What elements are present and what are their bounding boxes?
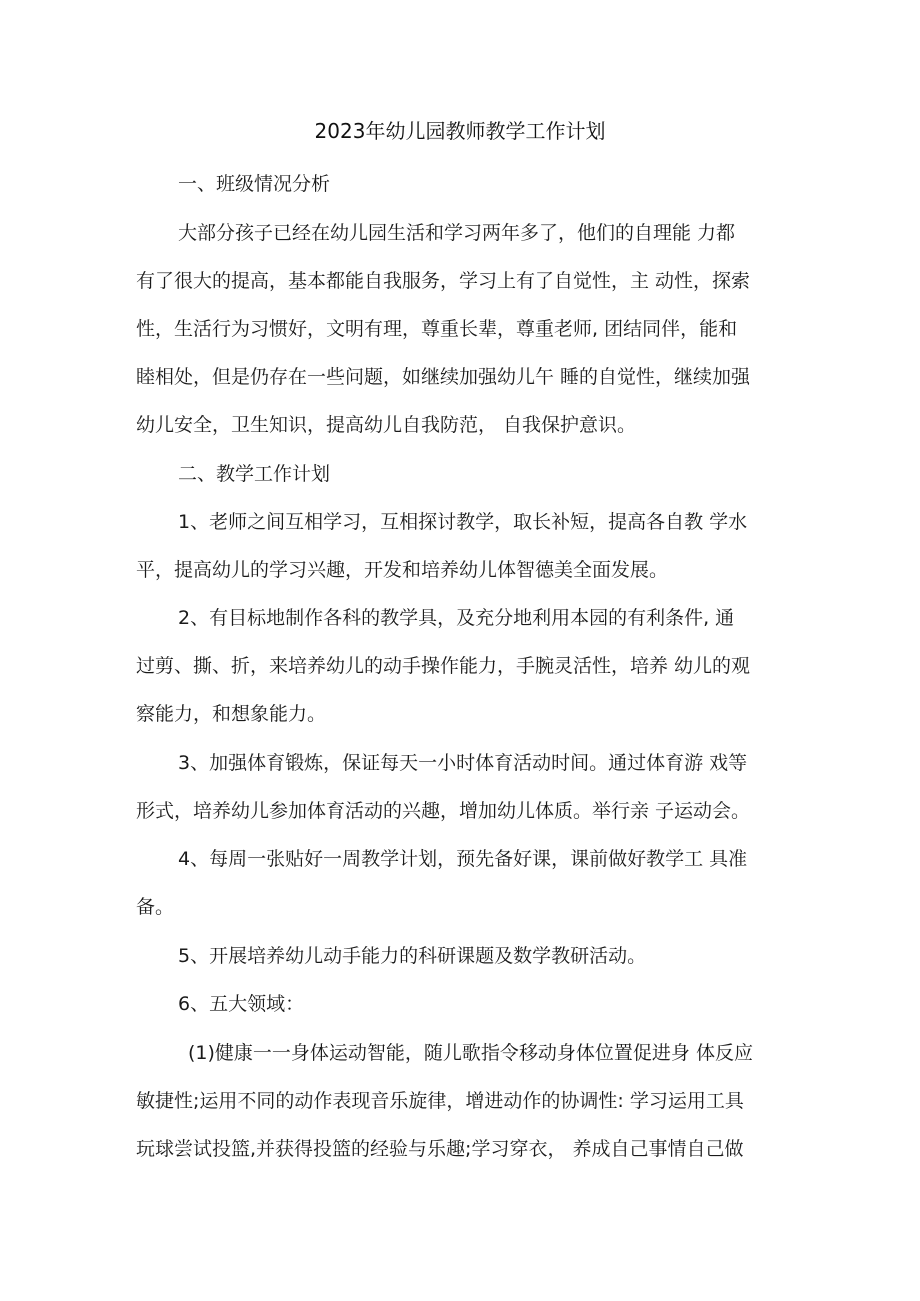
paragraph-line: 1、老师之间互相学习，互相探讨教学，取长补短，提高各自教 学水 bbox=[178, 511, 748, 533]
paragraph-line: 过剪、撕、折，来培养幼儿的动手操作能力，手腕灵活性，培养 幼儿的观 bbox=[136, 655, 751, 677]
paragraph-line: 5、开展培养幼儿动手能力的科研课题及数学教研活动。 bbox=[178, 945, 647, 967]
paragraph-line: 形式，培养幼儿参加体育活动的兴趣，增加幼儿体质。举行亲 子运动会。 bbox=[136, 800, 751, 822]
paragraph-line: 2、有目标地制作各科的教学具，及充分地利用本园的有利条件, 通 bbox=[178, 607, 735, 629]
paragraph-line: 察能力，和想象能力。 bbox=[136, 703, 327, 725]
paragraph-line: 6、五大领域： bbox=[178, 993, 305, 1015]
paragraph-line: 3、加强体育锻炼，保证每天一小时体育活动时间。通过体育游 戏等 bbox=[178, 752, 748, 774]
section-heading-teaching-plan: 二、教学工作计划 bbox=[178, 463, 331, 485]
paragraph-line: 有了很大的提高，基本都能自我服务，学习上有了自觉性，主 动性，探索 bbox=[136, 270, 751, 292]
paragraph-line: 大部分孩子已经在幼儿园生活和学习两年多了，他们的自理能 力都 bbox=[178, 222, 736, 244]
paragraph-line: (1)健康一一身体运动智能，随儿歌指令移动身体位置促进身 体反应 bbox=[188, 1042, 753, 1064]
paragraph-line: 玩球尝试投篮,并获得投篮的经验与乐趣;学习穿衣， 养成自己事情自己做 bbox=[136, 1138, 744, 1160]
paragraph-line: 睦相处，但是仍存在一些问题，如继续加强幼儿午 睡的自觉性，继续加强 bbox=[136, 366, 751, 388]
paragraph-line: 4、每周一张贴好一周教学计划，预先备好课，课前做好教学工 具准 bbox=[178, 848, 748, 870]
paragraph-line: 幼儿安全，卫生知识，提高幼儿自我防范， 自我保护意识。 bbox=[136, 414, 637, 436]
paragraph-line: 平，提高幼儿的学习兴趣，开发和培养幼儿体智德美全面发展。 bbox=[136, 559, 669, 581]
paragraph-line: 敏捷性;运用不同的动作表现音乐旋律，增进动作的协调性: 学习运用工具 bbox=[136, 1090, 744, 1112]
paragraph-line: 性，生活行为习惯好，文明有理，尊重长辈，尊重老师, 团结同伴，能和 bbox=[136, 318, 738, 340]
section-heading-class-analysis: 一、班级情况分析 bbox=[178, 173, 331, 195]
paragraph-line: 备。 bbox=[136, 896, 175, 918]
document-title: 2023年幼儿园教师教学工作计划 bbox=[314, 119, 606, 143]
